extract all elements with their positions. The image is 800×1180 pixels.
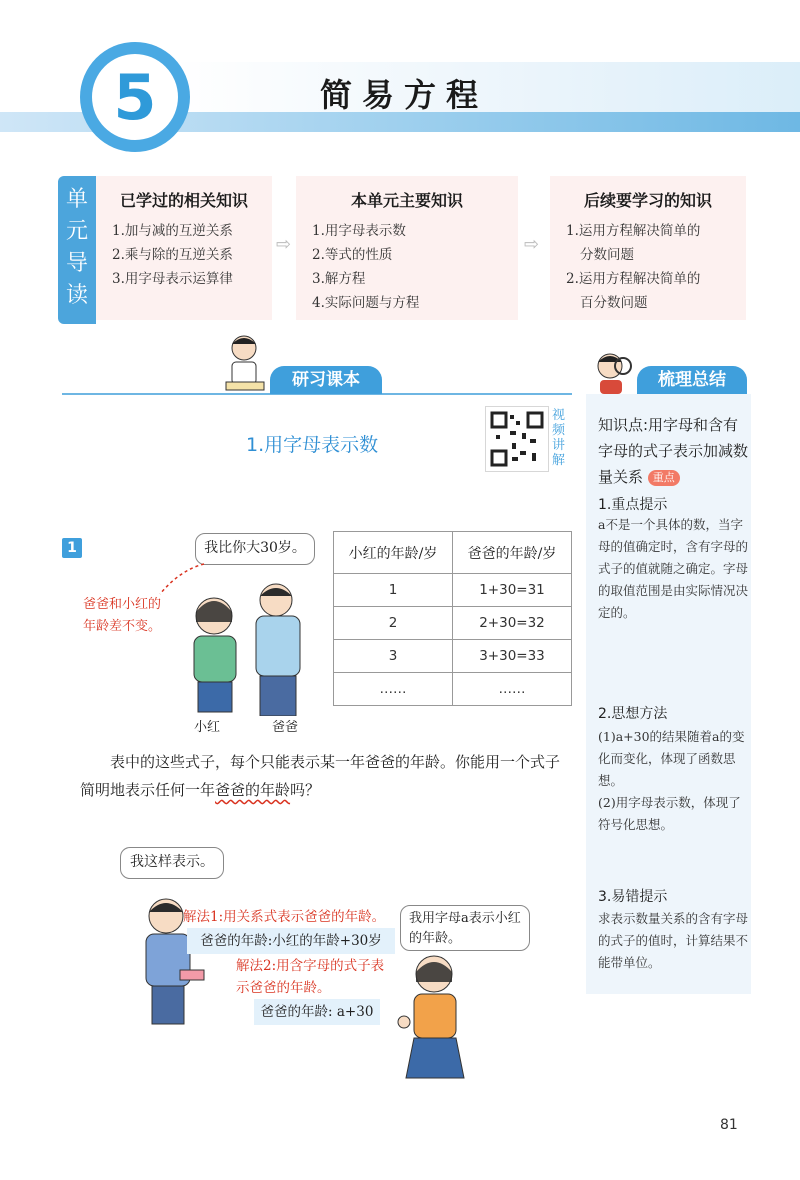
table-row	[334, 574, 572, 607]
table-cell: ……	[453, 673, 572, 706]
table-cell: 3+30=33	[453, 640, 572, 673]
guide-column-title: 后续要学习的知识	[583, 191, 712, 210]
method1-formula: 爸爸的年龄:小红的年龄+30岁	[187, 928, 395, 954]
guide-column-title: 已学过的相关知识	[119, 191, 248, 210]
method2-formula: 爸爸的年龄: a+30	[254, 999, 380, 1025]
table-cell: 1+30=31	[453, 574, 572, 607]
red-note	[83, 594, 161, 638]
girl-pointing-illustration	[394, 950, 468, 1080]
table-row	[334, 607, 572, 640]
kp-text: 知识点:用字母和含有字母的式子表示加减数量关系	[598, 416, 749, 486]
guide-column-current	[296, 176, 518, 320]
qr-code[interactable]	[485, 406, 549, 472]
table-row	[334, 673, 572, 706]
table-cell: ……	[334, 673, 453, 706]
knowledge-point-title	[598, 412, 748, 490]
guide-list	[96, 219, 272, 291]
key-point-badge: 重点	[648, 470, 680, 486]
arrow-right-icon: ⇨	[524, 234, 540, 255]
guide-item: 4.实际问题与方程	[312, 295, 420, 311]
reading-boy-illustration	[222, 332, 268, 394]
guide-item: 分数问题	[580, 247, 634, 263]
table-row	[334, 640, 572, 673]
question-text	[80, 748, 570, 804]
speech-bubble-girl: 我用字母a表示小红的年龄。	[400, 905, 530, 951]
guide-column-future	[550, 176, 746, 320]
error-body: 求表示数量关系的含有字母的式子的值时，计算结果不能带单位。	[598, 911, 749, 970]
guide-item: 百分数问题	[580, 295, 648, 311]
guide-item: 3.用字母表示运算律	[112, 271, 233, 287]
study-tab: 研习课本	[270, 366, 382, 394]
table-cell: 3	[334, 640, 453, 673]
question-part: 吗？	[290, 781, 321, 799]
method-point: (2)用字母表示数，体现了符号化思想。	[598, 795, 741, 832]
guide-item: 1.运用方程解决简单的	[566, 223, 701, 239]
guide-item: 3.解方程	[312, 271, 366, 287]
girl-and-dad-illustration	[178, 582, 318, 716]
table-header: 小红的年龄/岁	[334, 532, 453, 574]
table-cell: 2+30=32	[453, 607, 572, 640]
unit-number: 5	[113, 60, 157, 134]
tips-heading: 1.重点提示	[598, 497, 668, 513]
guide-tab	[58, 176, 96, 324]
question-part: 表中的这些式子，每个只能表示某一年爸爸的年龄。你能用一个式子简明地表示	[80, 753, 561, 799]
page-number: 81	[720, 1117, 738, 1133]
red-note-line: 爸爸和小红的	[83, 597, 162, 612]
table-cell: 2	[334, 607, 453, 640]
qr-label: 视频讲解	[552, 408, 566, 468]
summary-tab: 梳理总结	[637, 366, 747, 394]
speech-bubble-dad: 我比你大30岁。	[195, 533, 315, 565]
emphasis-any-year: 任何一年	[155, 781, 216, 799]
method2-label: 解法2:用含字母的式子表示爸爸的年龄。	[236, 958, 385, 996]
guide-list	[296, 219, 518, 315]
qr-code-icon	[486, 407, 548, 471]
method-point: (1)a+30的结果随着a的变化而变化，体现了函数思想。	[598, 729, 745, 788]
method-heading: 2.思想方法	[598, 706, 668, 722]
table-cell: 1	[334, 574, 453, 607]
red-note-line: 年龄差不变。	[83, 619, 162, 634]
error-heading: 3.易错提示	[598, 889, 668, 905]
guide-item: 1.用字母表示数	[312, 223, 406, 239]
arrow-right-icon: ⇨	[276, 234, 292, 255]
guide-item: 2.运用方程解决简单的	[566, 271, 701, 287]
speech-bubble-boy: 我这样表示。	[120, 847, 224, 879]
unit-badge-inner	[92, 54, 178, 140]
label-dad: 爸爸	[272, 720, 299, 735]
method1-label: 解法1:用关系式表示爸爸的年龄。	[183, 909, 386, 925]
magnifier-boy-illustration	[590, 346, 636, 396]
example-number: 1	[62, 538, 82, 558]
label-girl: 小红	[194, 720, 221, 735]
lesson-title: 1.用字母表示数	[246, 434, 379, 456]
guide-item: 2.乘与除的互逆关系	[112, 247, 233, 263]
guide-item: 2.等式的性质	[312, 247, 393, 263]
age-table	[333, 531, 572, 706]
guide-column-prior	[96, 176, 272, 320]
tips-body: a不是一个具体的数，当字母的值确定时，含有字母的式子的值就随之确定。字母的取值范围是由实际情况决定的。	[598, 517, 749, 620]
table-header-row	[334, 532, 572, 574]
guide-tab-label: 单元导读	[66, 187, 89, 308]
chapter-title: 简易方程	[320, 76, 489, 114]
guide-list	[550, 219, 746, 315]
method-body	[598, 726, 748, 836]
emphasis-dad-age: 爸爸的年龄	[215, 781, 291, 799]
guide-item: 1.加与减的互逆关系	[112, 223, 233, 239]
guide-column-title: 本单元主要知识	[350, 191, 463, 210]
table-header: 爸爸的年龄/岁	[453, 532, 572, 574]
